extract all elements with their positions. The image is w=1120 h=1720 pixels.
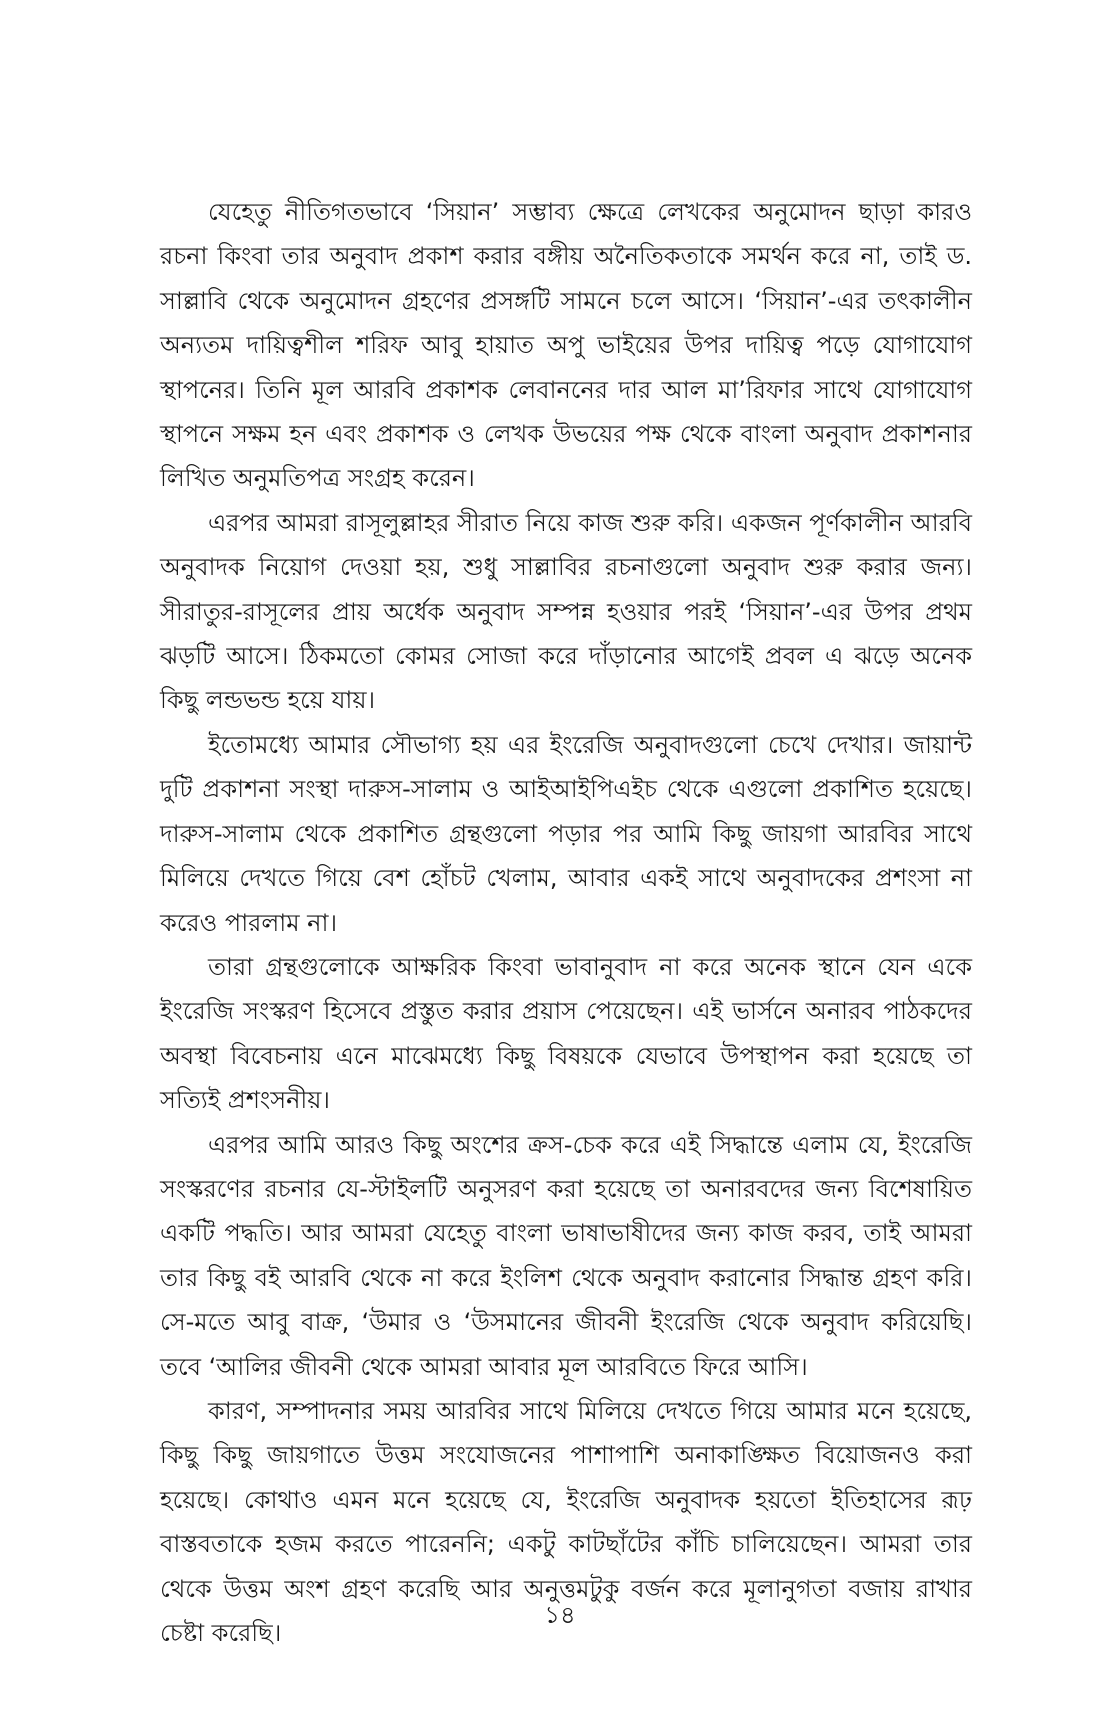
paragraph-5: এরপর আমি আরও কিছু অংশের ক্রস-চেক করে এই সিদ্ধান্তে এলাম যে, ইংরেজি সংস্করণের রচনার যে-স্টাইলটি অনুসরণ করা হয়েছে তা অনারবদের জন্য বিশেষায়িত একটি পদ্ধতি। আর আমরা যেহেতু বাংলা ভাষাভাষীদের জন্য কাজ করব, তাই আমরা তার কিছু বই আরবি থেকে না করে ইংলিশ থেকে অনুবাদ করানোর সিদ্ধান্ত গ্রহণ করি। সে-মতে আবু বাক্র, ‘উমার ও ‘উসমানের জীবনী ইংরেজি থেকে অনুবাদ করিয়েছি। তবে ‘আলির জীবনী থেকে আমরা আবার মূল আরবিতে ফিরে আসি।: [160, 1130, 972, 1381]
page-number: ১৪: [544, 1601, 576, 1629]
paragraph-6: কারণ, সম্পাদনার সময় আরবির সাথে মিলিয়ে দেখতে গিয়ে আমার মনে হয়েছে, কিছু কিছু জায়গাতে উত্তম সংযোজনের পাশাপাশি অনাকাঙ্ক্ষিত বিয়োজনও করা হয়েছে। কোথাও এমন মনে হয়েছে যে, ইংরেজি অনুবাদক হয়তো ইতিহাসের রূঢ় বাস্তবতাকে হজম করতে পারেননি; একটু কাটছাঁটের কাঁচি চালিয়েছেন। আমরা তার থেকে উত্তম অংশ গ্রহণ করেছি আর অনুত্তমটুকু বর্জন করে মূলানুগতা বজায় রাখার চেষ্টা করেছি।: [160, 1396, 972, 1647]
paragraph-3: ইতোমধ্যে আমার সৌভাগ্য হয় এর ইংরেজি অনুবাদগুলো চেখে দেখার। জায়ান্ট দুটি প্রকাশনা সংস্থা দারুস-সালাম ও আইআইপিএইচ থেকে এগুলো প্রকাশিত হয়েছে। দারুস-সালাম থেকে প্রকাশিত গ্রন্থগুলো পড়ার পর আমি কিছু জায়গা আরবির সাথে মিলিয়ে দেখতে গিয়ে বেশ হোঁচট খেলাম, আবার একই সাথে অনুবাদকের প্রশংসা না করেও পারলাম না।: [160, 730, 972, 937]
body-text: [160, 190, 972, 1655]
paragraph-4: তারা গ্রন্থগুলোকে আক্ষরিক কিংবা ভাবানুবাদ না করে অনেক স্থানে যেন একে ইংরেজি সংস্করণ হিসেবে প্রস্তুত করার প্রয়াস পেয়েছেন। এই ভার্সনে অনারব পাঠকদের অবস্থা বিবেচনায় এনে মাঝেমধ্যে কিছু বিষয়কে যেভাবে উপস্থাপন করা হয়েছে তা সত্যিই প্রশংসনীয়।: [160, 952, 972, 1115]
paragraph-2: এরপর আমরা রাসূলুল্লাহর সীরাত নিয়ে কাজ শুরু করি। একজন পূর্ণকালীন আরবি অনুবাদক নিয়োগ দেওয়া হয়, শুধু সাল্লাবির রচনাগুলো অনুবাদ শুরু করার জন্য। সীরাতুর-রাসূলের প্রায় অর্ধেক অনুবাদ সম্পন্ন হওয়ার পরই ‘সিয়ান’-এর উপর প্রথম ঝড়টি আসে। ঠিকমতো কোমর সোজা করে দাঁড়ানোর আগেই প্রবল এ ঝড়ে অনেক কিছু লন্ডভন্ড হয়ে যায়।: [160, 508, 972, 715]
paragraph-1: যেহেতু নীতিগতভাবে ‘সিয়ান’ সম্ভাব্য ক্ষেত্রে লেখকের অনুমোদন ছাড়া কারও রচনা কিংবা তার অনুবাদ প্রকাশ করার বঙ্গীয় অনৈতিকতাকে সমর্থন করে না, তাই ড. সাল্লাবি থেকে অনুমোদন গ্রহণের প্রসঙ্গটি সামনে চলে আসে। ‘সিয়ান’-এর তৎকালীন অন্যতম দায়িত্বশীল শরিফ আবু হায়াত অপু ভাইয়ের উপর দায়িত্ব পড়ে যোগাযোগ স্থাপনের। তিনি মূল আরবি প্রকাশক লেবাননের দার আল মা’রিফার সাথে যোগাযোগ স্থাপনে সক্ষম হন এবং প্রকাশক ও লেখক উভয়ের পক্ষ থেকে বাংলা অনুবাদ প্রকাশনার লিখিত অনুমতিপত্র সংগ্রহ করেন।: [160, 198, 972, 493]
